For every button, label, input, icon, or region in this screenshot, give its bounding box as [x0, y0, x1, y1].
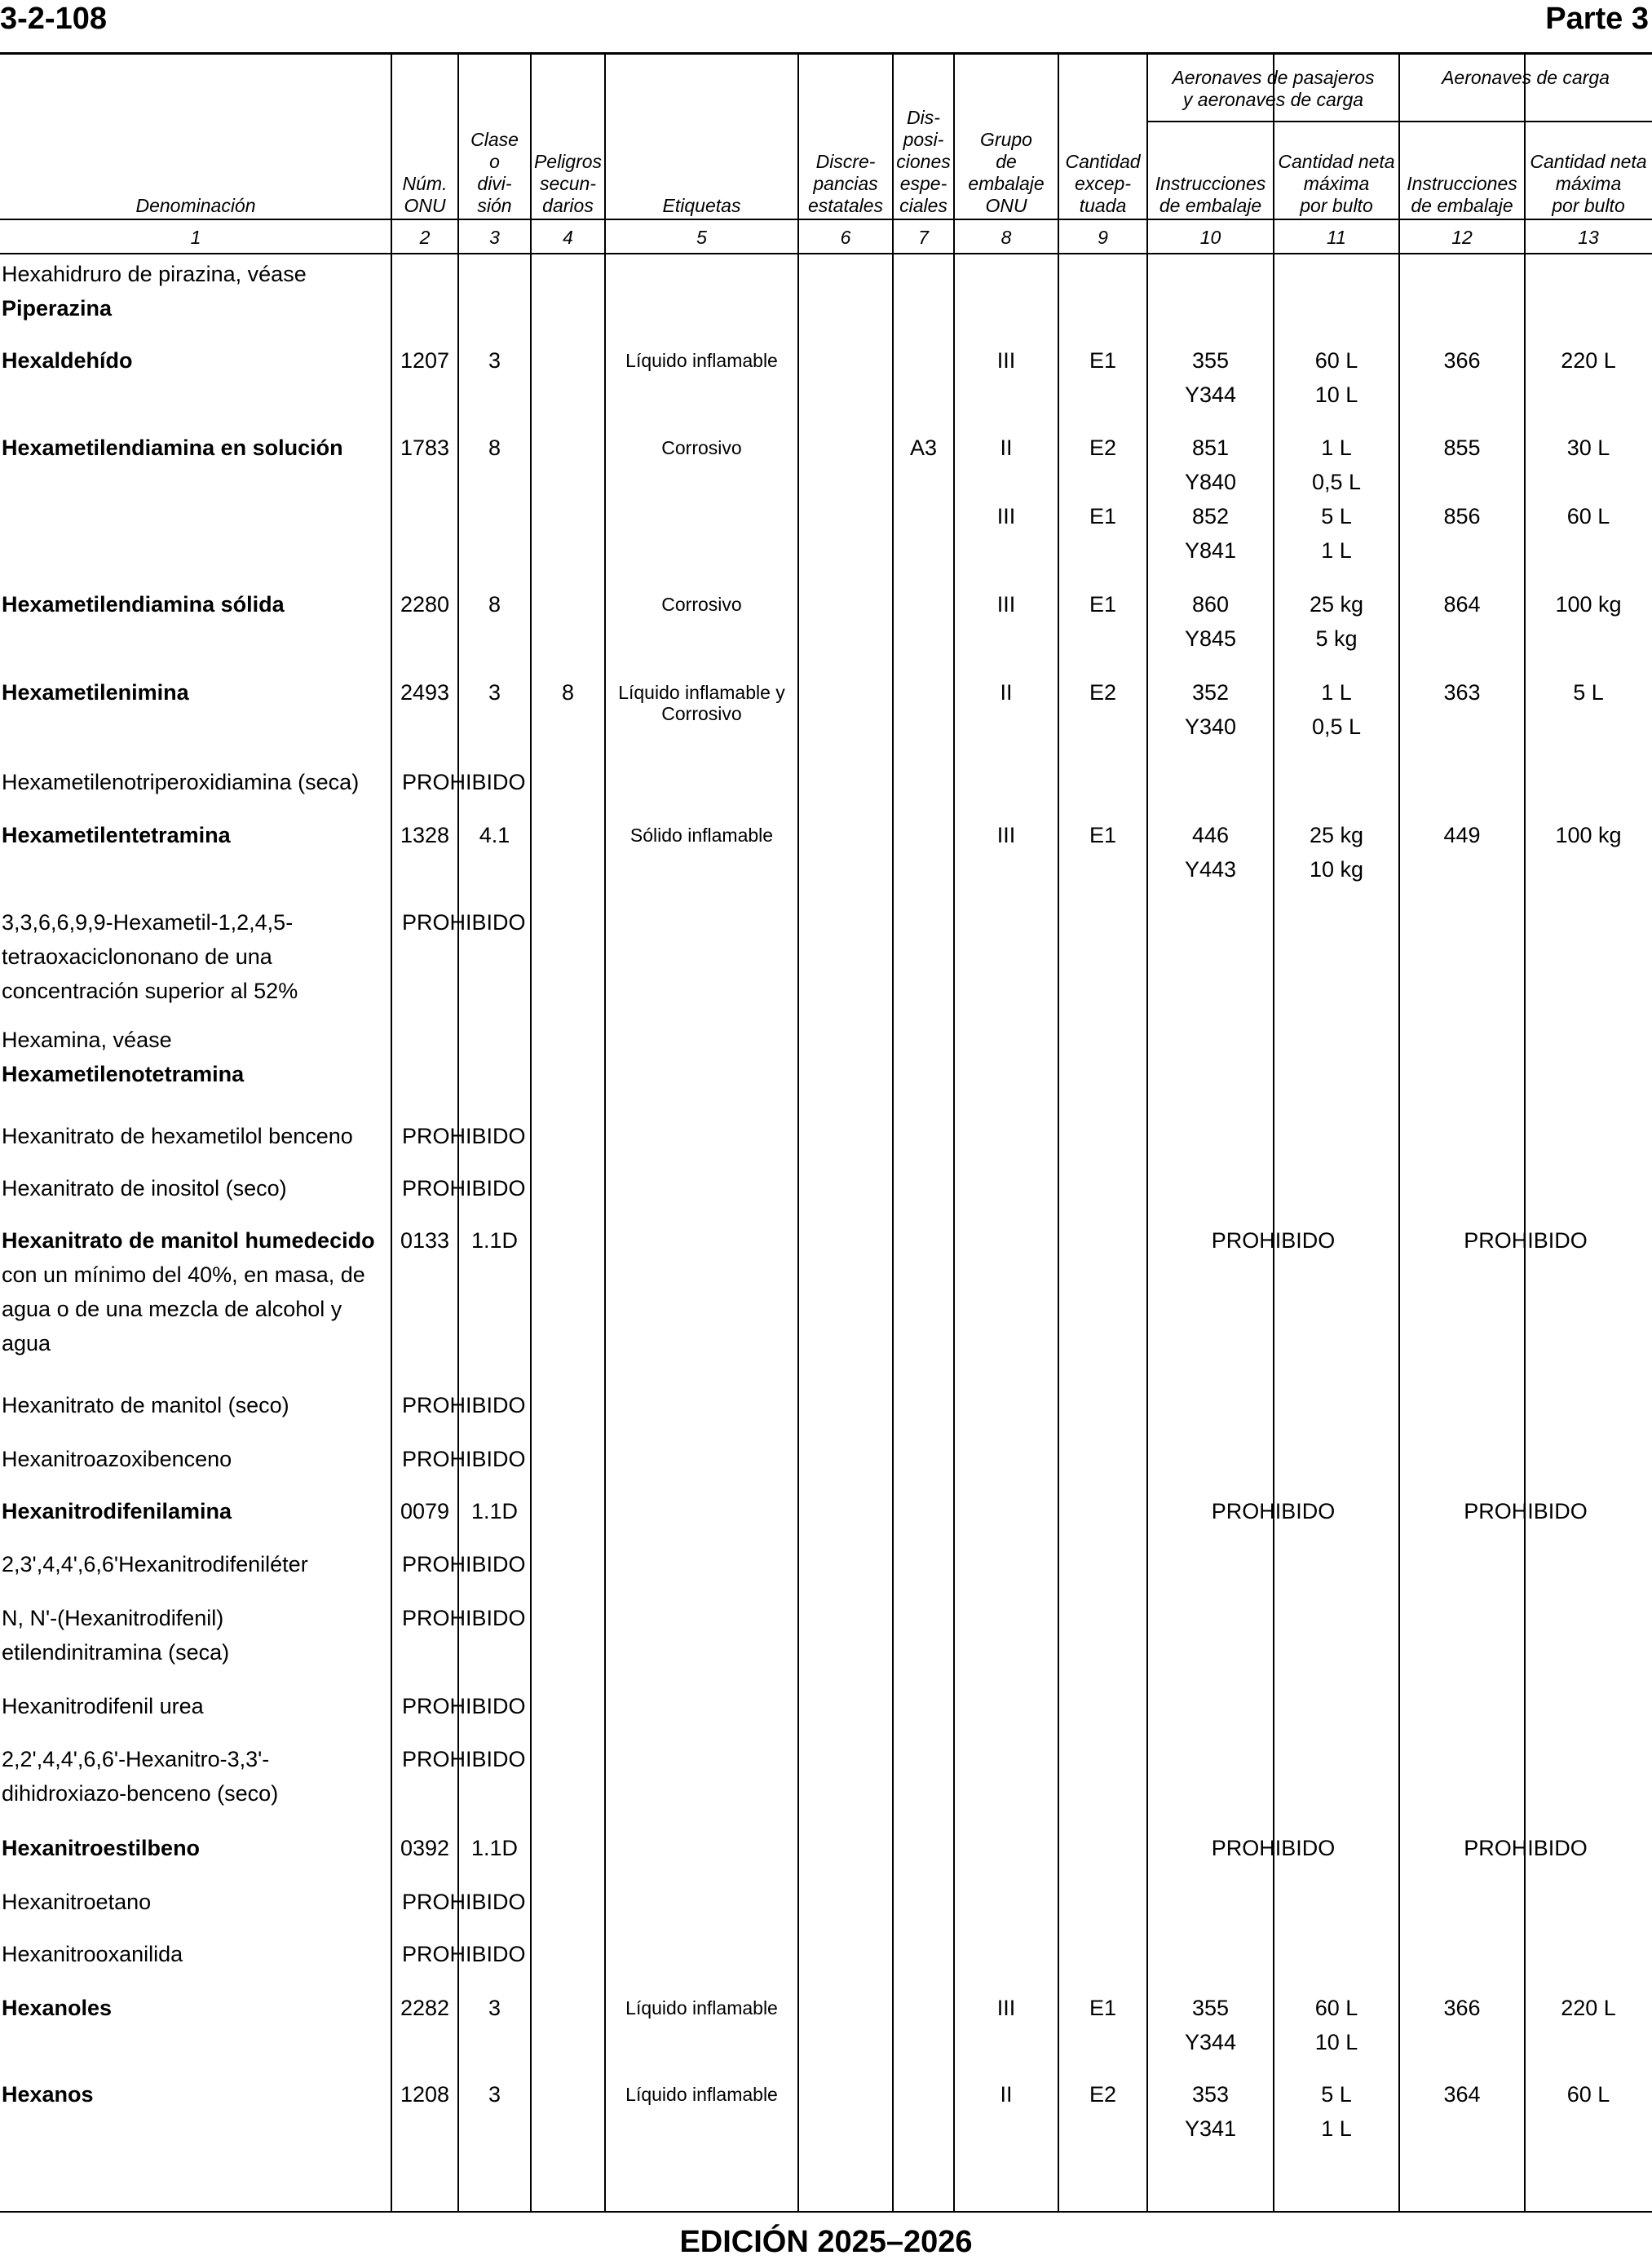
- column-header: [1147, 122, 1274, 217]
- un-number: 2282: [400, 1996, 450, 2020]
- substance-name: 3,3,6,6,9,9-Hexametil-1,2,4,5-: [2, 910, 294, 935]
- hazard-class: 3: [488, 348, 501, 373]
- hazard-label: [605, 1997, 798, 2019]
- column-header-line: Discre-: [815, 151, 876, 172]
- substance-name: Hexanitroestilbeno: [2, 1836, 201, 1860]
- column-header: [458, 57, 531, 217]
- hazard-label-line: Corrosivo: [661, 437, 742, 458]
- excepted-quantity: E1: [1089, 348, 1117, 373]
- column-header: [893, 57, 954, 217]
- hazard-label: [605, 350, 798, 371]
- forbidden-passenger: PROHIBIDO: [1211, 1499, 1336, 1523]
- excepted-quantity: E2: [1089, 680, 1117, 705]
- hazard-label-line: Líquido inflamable y: [618, 682, 785, 703]
- column-number: 11: [1327, 227, 1346, 248]
- column-header-line: de: [996, 151, 1017, 172]
- group-title-line: y aeronaves de carga: [1182, 89, 1364, 110]
- hazard-class: 1.1D: [470, 1499, 519, 1523]
- column-header: [1274, 122, 1399, 217]
- cargo-max-quantity: 100 kg: [1555, 823, 1622, 847]
- column-header-line: secun-: [539, 173, 597, 194]
- excepted-quantity: E2: [1089, 2082, 1117, 2107]
- column-header-line: pancias: [813, 173, 878, 194]
- hazard-class: 3: [488, 1996, 501, 2020]
- column-header-line: ciones: [896, 151, 951, 172]
- cargo-max-quantity: 100 kg: [1555, 592, 1622, 617]
- passenger-max-quantity: 25 kg: [1309, 823, 1364, 847]
- packing-group: III: [996, 823, 1016, 847]
- un-number: 2493: [400, 680, 450, 705]
- forbidden-cargo: PROHIBIDO: [1464, 1228, 1588, 1253]
- column-header-line: Peligros: [533, 151, 603, 172]
- column-header-line: por bulto: [1300, 195, 1373, 216]
- substance-name: etilendinitramina (seca): [2, 1640, 230, 1665]
- column-divider: [892, 55, 894, 2211]
- top-rule: [0, 52, 1652, 55]
- cargo-packing-instruction: 855: [1443, 436, 1481, 460]
- forbidden-text: PROHIBIDO: [402, 1942, 526, 1966]
- substance-name: con un mínimo del 40%, en masa, de: [2, 1262, 365, 1287]
- forbidden-text: PROHIBIDO: [402, 1124, 526, 1148]
- cargo-packing-instruction: 364: [1443, 2082, 1481, 2107]
- substance-name: Hexametilenimina: [2, 680, 189, 705]
- cargo-packing-instruction: 363: [1443, 680, 1481, 705]
- un-number: 1207: [400, 348, 450, 373]
- substance-name: Hexametilenotetramina: [2, 1062, 245, 1086]
- page-number: 3-2-108: [0, 2, 107, 36]
- cargo-packing-instruction: 864: [1443, 592, 1481, 617]
- substance-name: Hexanoles: [2, 1996, 113, 2020]
- column-header-line: ONU: [985, 195, 1027, 216]
- passenger-packing-instruction: 353: [1191, 2082, 1230, 2107]
- column-number: 9: [1098, 227, 1108, 248]
- edition-footer: EDICIÓN 2025–2026: [679, 2225, 973, 2259]
- column-divider: [391, 55, 392, 2211]
- passenger-packing-instruction: 352: [1191, 680, 1230, 705]
- forbidden-cargo: PROHIBIDO: [1464, 1836, 1588, 1860]
- hazard-label-line: Corrosivo: [661, 594, 742, 615]
- substance-name: Hexanitrodifenilamina: [2, 1499, 232, 1523]
- column-header: [391, 57, 458, 217]
- column-header-line: espe-: [899, 173, 947, 194]
- hazard-class: 8: [488, 436, 501, 460]
- substance-name: Hexametilendiamina en solución: [2, 436, 343, 460]
- substance-name: Hexanitrooxanilida: [2, 1942, 183, 1966]
- passenger-packing-instruction: 446: [1191, 823, 1230, 847]
- passenger-max-quantity: 1 L: [1321, 436, 1352, 460]
- column-header: [531, 57, 605, 217]
- substance-name: Hexanitroazoxibenceno: [2, 1447, 232, 1471]
- excepted-quantity: E1: [1089, 504, 1117, 528]
- cargo-max-quantity: 5 L: [1573, 680, 1604, 705]
- substance-name: Hexamina, véase: [2, 1028, 172, 1052]
- column-header: [954, 57, 1058, 217]
- excepted-quantity: E1: [1089, 1996, 1117, 2020]
- column-number: 5: [696, 227, 707, 248]
- passenger-max-quantity: 10 L: [1314, 2030, 1358, 2054]
- substance-name: 2,2',4,4',6,6'-Hexanitro-3,3'-: [2, 1747, 270, 1771]
- hazard-label: [605, 437, 798, 458]
- substance-name: Hexametilendiamina sólida: [2, 592, 285, 617]
- packing-group: II: [1000, 2082, 1013, 2107]
- substance-name: Hexametilentetramina: [2, 823, 231, 847]
- forbidden-passenger: PROHIBIDO: [1211, 1836, 1336, 1860]
- cargo-max-quantity: 30 L: [1566, 436, 1610, 460]
- substance-name: dihidroxiazo-benceno (seco): [2, 1781, 279, 1806]
- subsidiary-hazard: 8: [561, 680, 575, 705]
- column-header-line: Etiquetas: [662, 195, 741, 216]
- column-number: 2: [419, 227, 431, 248]
- substance-name: Hexanos: [2, 2082, 94, 2107]
- hazard-label: [605, 594, 798, 615]
- passenger-packing-instruction: 852: [1191, 504, 1230, 528]
- column-header-line: por bulto: [1552, 195, 1625, 216]
- hazard-class: 3: [488, 2082, 501, 2107]
- column-number: 6: [840, 227, 851, 248]
- forbidden-text: PROHIBIDO: [402, 1694, 526, 1718]
- passenger-max-quantity: 10 kg: [1309, 857, 1364, 882]
- group-title-cargo: Aeronaves de carga: [1442, 67, 1610, 88]
- column-header-line: posi-: [903, 129, 944, 150]
- substance-name: Hexanitrato de manitol (seco): [2, 1393, 289, 1417]
- hazard-label-line: Líquido inflamable: [625, 350, 778, 371]
- un-number: 0079: [400, 1499, 450, 1523]
- bottom-rule: [0, 2211, 1652, 2213]
- column-header-line: Dis-: [907, 107, 940, 128]
- passenger-packing-instruction: Y841: [1184, 538, 1237, 563]
- forbidden-text: PROHIBIDO: [402, 1552, 526, 1576]
- column-divider: [604, 55, 606, 2211]
- substance-name: agua: [2, 1331, 51, 1355]
- column-number: 4: [563, 227, 573, 248]
- column-divider: [953, 55, 955, 2211]
- cargo-packing-instruction: 366: [1443, 1996, 1481, 2020]
- substance-name: agua o de una mezcla de alcohol y: [2, 1297, 342, 1321]
- column-header-line: máxima: [1303, 173, 1370, 194]
- substance-name: Hexanitroetano: [2, 1890, 152, 1914]
- column-header: [1525, 122, 1652, 217]
- forbidden-text: PROHIBIDO: [402, 1176, 526, 1201]
- un-number: 0133: [400, 1228, 450, 1253]
- passenger-packing-instruction: Y443: [1184, 857, 1237, 882]
- substance-name: Hexanitrato de manitol humedecido: [2, 1228, 375, 1253]
- forbidden-passenger: PROHIBIDO: [1211, 1228, 1336, 1253]
- column-header-line: Cantidad neta: [1530, 151, 1647, 172]
- hazard-class: 4.1: [479, 823, 510, 847]
- passenger-max-quantity: 60 L: [1314, 1996, 1358, 2020]
- hazard-label: [605, 825, 798, 846]
- cargo-max-quantity: 60 L: [1566, 504, 1610, 528]
- column-header: [798, 57, 893, 217]
- hazard-label-line: Líquido inflamable: [625, 2084, 778, 2105]
- column-header-line: tuada: [1079, 195, 1127, 216]
- cargo-max-quantity: 220 L: [1561, 1996, 1616, 2020]
- column-header-line: Cantidad: [1065, 151, 1141, 172]
- column-header-line: máxima: [1555, 173, 1622, 194]
- passenger-packing-instruction: Y344: [1184, 2030, 1237, 2054]
- packing-group: III: [996, 504, 1016, 528]
- forbidden-text: PROHIBIDO: [402, 1747, 526, 1771]
- substance-name: tetraoxaciclononano de una: [2, 944, 272, 969]
- un-number: 1208: [400, 2082, 450, 2107]
- column-divider: [1524, 55, 1526, 2211]
- substance-name: concentración superior al 52%: [2, 979, 298, 1003]
- group-title-passenger: [1147, 67, 1399, 111]
- forbidden-text: PROHIBIDO: [402, 770, 526, 794]
- packing-group: III: [996, 592, 1016, 617]
- forbidden-text: PROHIBIDO: [402, 1447, 526, 1471]
- substance-name: Hexahidruro de pirazina, véase: [2, 262, 307, 286]
- passenger-max-quantity: 0,5 L: [1311, 470, 1362, 494]
- passenger-packing-instruction: 355: [1191, 1996, 1230, 2020]
- column-number: 13: [1578, 227, 1599, 248]
- hazard-label-line: Líquido inflamable: [625, 1997, 778, 2019]
- substance-name: Hexanitrodifenil urea: [2, 1694, 204, 1718]
- column-divider: [530, 55, 532, 2211]
- un-number: 1328: [400, 823, 450, 847]
- un-number: 2280: [400, 592, 450, 617]
- forbidden-text: PROHIBIDO: [402, 1890, 526, 1914]
- column-divider: [797, 55, 799, 2211]
- column-header-line: de embalaje: [1411, 195, 1513, 216]
- group-title-line: Aeronaves de pasajeros: [1172, 67, 1375, 88]
- passenger-max-quantity: 60 L: [1314, 348, 1358, 373]
- un-number: 0392: [400, 1836, 450, 1860]
- passenger-max-quantity: 1 L: [1321, 680, 1352, 705]
- passenger-max-quantity: 10 L: [1314, 382, 1358, 407]
- column-number: 3: [489, 227, 500, 248]
- column-header-line: o: [489, 151, 500, 172]
- hazard-label-line: Sólido inflamable: [629, 825, 774, 846]
- column-header-line: de embalaje: [1159, 195, 1262, 216]
- hazard-label: [605, 2084, 798, 2105]
- packing-group: II: [1000, 680, 1013, 705]
- cargo-packing-instruction: 856: [1443, 504, 1481, 528]
- column-header: [1399, 122, 1525, 217]
- header-rule: [0, 253, 1652, 254]
- un-number: 1783: [400, 436, 450, 460]
- column-number: 7: [918, 227, 929, 248]
- passenger-max-quantity: 5 L: [1321, 504, 1352, 528]
- passenger-packing-instruction: 860: [1191, 592, 1230, 617]
- column-header-line: ONU: [404, 195, 446, 216]
- passenger-packing-instruction: Y845: [1184, 626, 1237, 651]
- column-header-line: Clase: [470, 129, 519, 150]
- column-header-line: darios: [542, 195, 594, 216]
- passenger-max-quantity: 25 kg: [1309, 592, 1364, 617]
- hazard-class: 8: [488, 592, 501, 617]
- substance-name: N, N'-(Hexanitrodifenil): [2, 1606, 224, 1630]
- packing-group: II: [1000, 436, 1013, 460]
- column-header-line: ciales: [899, 195, 947, 216]
- excepted-quantity: E1: [1089, 592, 1117, 617]
- column-header: [0, 57, 391, 217]
- column-header-line: divi-: [477, 173, 512, 194]
- cargo-packing-instruction: 449: [1443, 823, 1481, 847]
- column-header: [605, 57, 798, 217]
- passenger-max-quantity: 5 L: [1321, 2082, 1352, 2107]
- column-number: 12: [1451, 227, 1473, 248]
- column-number: 1: [190, 227, 201, 248]
- column-header-line: Instrucciones: [1407, 173, 1517, 194]
- cargo-max-quantity: 220 L: [1561, 348, 1616, 373]
- forbidden-text: PROHIBIDO: [402, 1393, 526, 1417]
- excepted-quantity: E2: [1089, 436, 1117, 460]
- passenger-packing-instruction: Y344: [1184, 382, 1237, 407]
- column-divider: [1058, 55, 1059, 2211]
- passenger-packing-instruction: Y340: [1184, 714, 1237, 739]
- special-provision: A3: [909, 436, 938, 460]
- column-header-line: Núm.: [402, 173, 448, 194]
- header-rule: [0, 219, 1652, 220]
- passenger-packing-instruction: 355: [1191, 348, 1230, 373]
- passenger-packing-instruction: Y840: [1184, 470, 1237, 494]
- column-header-line: excep-: [1074, 173, 1132, 194]
- page-header: [0, 0, 1652, 52]
- substance-name: 2,3',4,4',6,6'Hexanitrodifeniléter: [2, 1552, 308, 1576]
- column-header-line: Instrucciones: [1155, 173, 1266, 194]
- excepted-quantity: E1: [1089, 823, 1117, 847]
- cargo-max-quantity: 60 L: [1566, 2082, 1610, 2107]
- substance-name: Piperazina: [2, 296, 113, 321]
- packing-group: III: [996, 1996, 1016, 2020]
- column-header-line: Denominación: [135, 195, 256, 216]
- column-header-line: Cantidad neta: [1278, 151, 1395, 172]
- passenger-packing-instruction: Y341: [1184, 2116, 1237, 2141]
- column-header-line: embalaje: [968, 173, 1045, 194]
- passenger-max-quantity: 1 L: [1321, 2116, 1352, 2141]
- passenger-max-quantity: 0,5 L: [1311, 714, 1362, 739]
- substance-name: Hexanitrato de inositol (seco): [2, 1176, 287, 1201]
- passenger-max-quantity: 5 kg: [1315, 626, 1358, 651]
- hazard-class: 1.1D: [470, 1836, 519, 1860]
- substance-name: Hexanitrato de hexametilol benceno: [2, 1124, 353, 1148]
- part-label: Parte 3: [1545, 2, 1649, 36]
- forbidden-text: PROHIBIDO: [402, 1606, 526, 1630]
- substance-name: Hexametilenotriperoxidiamina (seca): [2, 770, 360, 794]
- forbidden-text: PROHIBIDO: [402, 910, 526, 935]
- column-header-line: Grupo: [980, 129, 1032, 150]
- passenger-packing-instruction: 851: [1191, 436, 1230, 460]
- hazard-class: 3: [488, 680, 501, 705]
- column-header-line: estatales: [807, 195, 884, 216]
- hazard-class: 1.1D: [470, 1228, 519, 1253]
- hazard-label-line: Corrosivo: [661, 703, 742, 724]
- column-header: [1058, 57, 1147, 217]
- forbidden-cargo: PROHIBIDO: [1464, 1499, 1588, 1523]
- passenger-max-quantity: 1 L: [1321, 538, 1352, 563]
- cargo-packing-instruction: 366: [1443, 348, 1481, 373]
- column-number: 8: [1000, 227, 1012, 248]
- packing-group: III: [996, 348, 1016, 373]
- column-number: 10: [1199, 227, 1221, 248]
- column-header-line: sión: [477, 195, 512, 216]
- substance-name: Hexaldehído: [2, 348, 133, 373]
- hazard-label: [605, 682, 798, 724]
